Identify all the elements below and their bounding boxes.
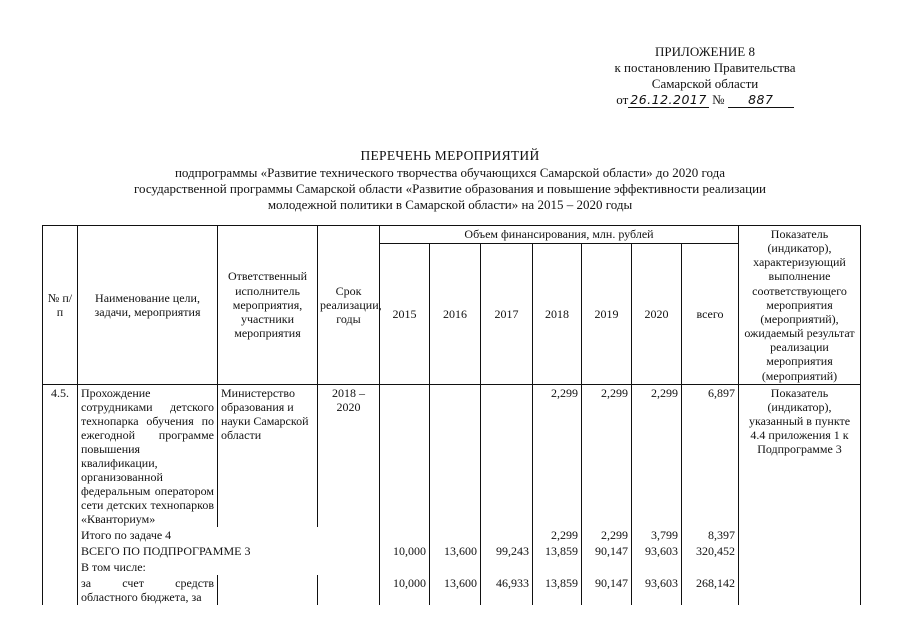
row-value: 10,000: [380, 575, 430, 605]
table-row: [43, 384, 861, 527]
row-value: 13,859: [533, 543, 582, 559]
row-value: 90,147: [582, 543, 632, 559]
row-value: 2,299: [632, 384, 682, 527]
row-total: 8,397: [682, 527, 739, 543]
handwritten-number: 887: [728, 92, 794, 108]
number-prefix: №: [712, 91, 725, 107]
header-year: 2016: [430, 243, 481, 384]
header-year: 2019: [582, 243, 632, 384]
row-name: Итого по задаче 4: [78, 527, 380, 543]
date-prefix: от: [616, 91, 629, 107]
table-row: [43, 575, 861, 605]
row-value: 99,243: [481, 543, 533, 559]
row-value: [430, 527, 481, 543]
header-year: 2017: [481, 243, 533, 384]
table-row: [43, 543, 861, 559]
row-value: 2,299: [533, 384, 582, 527]
header-name: Наименование цели, задачи, мероприятия: [78, 226, 218, 385]
row-number: 4.5.: [43, 384, 78, 527]
row-value: 13,600: [430, 575, 481, 605]
row-name: за счет средств областного бюджета, за: [78, 575, 218, 605]
handwritten-date: 26.12.2017: [630, 91, 707, 107]
row-name: ВСЕГО ПО ПОДПРОГРАММЕ 3: [78, 543, 380, 559]
header-year: 2020: [632, 243, 682, 384]
row-value: 2,299: [582, 527, 632, 543]
table-row: [43, 527, 861, 543]
row-name: Прохождение сотрудниками детского технопарка обучения по ежегодной программе повышения квалификации, организованной федеральным оператором сети детских технопарков «Кванториум»: [78, 384, 218, 527]
header-year: 2018: [533, 243, 582, 384]
row-value: 13,859: [533, 575, 582, 605]
row-value: [481, 384, 533, 527]
row-value: [380, 384, 430, 527]
row-value: 93,603: [632, 575, 682, 605]
row-value: [481, 527, 533, 543]
row-total: 320,452: [682, 543, 739, 559]
appendix-title: ПРИЛОЖЕНИЕ 8: [655, 44, 755, 59]
row-value: 2,299: [533, 527, 582, 543]
row-value: 13,600: [430, 543, 481, 559]
header-number: № п/п: [43, 226, 78, 385]
heading-line1: подпрограммы «Развитие технического творчества обучающихся Самарской области» до 2020 года: [174, 164, 726, 180]
header-term: Срок реализации, годы: [318, 226, 380, 385]
row-value: 93,603: [632, 543, 682, 559]
appendix-line2: Самарской области: [651, 75, 759, 91]
row-value: 10,000: [380, 543, 430, 559]
heading-title: ПЕРЕЧЕНЬ МЕРОПРИЯТИЙ: [360, 148, 540, 163]
row-value: 3,799: [632, 527, 682, 543]
row-value: 90,147: [582, 575, 632, 605]
appendix-date-line: [560, 92, 850, 108]
row-total: 6,897: [682, 384, 739, 527]
header-financing: Объем финансирования, млн. рублей: [380, 226, 739, 244]
activities-table: [42, 225, 861, 605]
row-name: В том числе:: [78, 559, 380, 575]
header-executor: Ответственный исполнитель мероприятия, участники мероприятия: [218, 226, 318, 385]
row-value: 2,299: [582, 384, 632, 527]
header-indicator: Показатель (индикатор), характеризующий выполнение соответствующего мероприятия (мероприятий), ожидаемый результат реализации мероприятия (мероприятий): [739, 226, 861, 385]
appendix-line1: к постановлению Правительства: [614, 59, 796, 75]
row-indicator: Показатель (индикатор), указанный в пункте 4.4 приложения 1 к Подпрограмме 3: [739, 384, 861, 527]
heading-line3: молодежной политики в Самарской области» на 2015 – 2020 годы: [267, 197, 633, 213]
table-row: [43, 559, 861, 575]
appendix-block: [560, 44, 850, 108]
header-total: всего: [682, 243, 739, 384]
row-value: [380, 527, 430, 543]
row-value: [430, 384, 481, 527]
row-value: 46,933: [481, 575, 533, 605]
row-total: 268,142: [682, 575, 739, 605]
document-heading: [60, 148, 840, 214]
row-term: 2018 – 2020: [318, 384, 380, 527]
header-year: 2015: [380, 243, 430, 384]
row-executor: Министерство образования и науки Самарской области: [218, 384, 318, 527]
heading-line2: государственной программы Самарской области «Развитие образования и повышение эффективности реализации: [134, 181, 766, 197]
